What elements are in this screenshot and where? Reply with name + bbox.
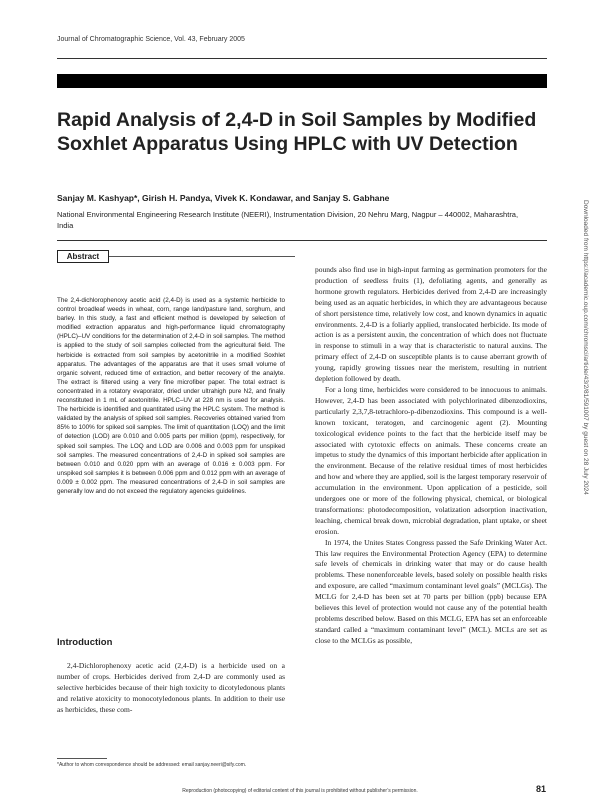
page-number: 81 — [536, 784, 547, 794]
download-watermark: Downloaded from https://academic.oup.com/chromsci/article/43/2/81/591007 by guest on 28 July 2024 — [582, 200, 589, 495]
affiliation: National Environmental Engineering Research Institute (NEERI), Instrumentation Division, 20 Nehru Marg, Nagpur – 440002, Maharashtra, India — [57, 210, 519, 230]
body-paragraph: In 1974, the Unites States Congress passed the Safe Drinking Water Act. This law requires the Environmental Protection Agency (EPA) to determine safe levels of chemicals in drinking water that may or do cause health problems. These nonenforceable levels, based solely on possible health risks and exposure, are called “maximum contaminant level goals” (MCLGs). The MCLG for 2,4-D has been set at 70 parts per billion (ppb) because EPA believes this level of protection would not cause any of the potential health problems described below. Based on this MCLG, EPA has set an enforceable standard called a “maximum contaminant level” (MCL). MCLs are set as close to the MCLGs as possible, — [315, 537, 547, 645]
author-list: Sanjay M. Kashyap*, Girish H. Pandya, Vivek K. Kondawar, and Sanjay S. Gabhane — [57, 193, 390, 203]
body-paragraph: pounds also find use in high-input farming as germination promoters for the production of seedless fruits (1), defoliating agents, and generally as hormone growth regulators. Herbicides derived from 2,4-D are increasingly being used as an aquatic herbicides, in which they are advantageous because of short persistence time, relatively low cost, and known dynamics in aquatic environments. 2,4-D is a foliarly applied, translocated herbicide. Its mode of action is as a persistent auxin, the concentration of which does not fluctuate in response to stimuli in a way that is characteristic to natural auxins. The primary effect of 2,4-D on susceptible plants is to cause aberrant growth of young, rapidly growing tissues near the meristem, resulting in nutrient depletion followed by death. — [315, 265, 547, 384]
abstract-text: The 2,4-dichlorophenoxy acetic acid (2,4-D) is used as a systemic herbicide to control broadleaf weeds in wheat, corn, range land/pasture land, sorghum, and barley. In this study, a fast and efficient method is developed by selection of modified extraction apparatus and high-performance liquid chromatography (HPLC)–UV conditions for the determination of 2,4-D in soil samples. The method is applied to the study of soil samples collected from the agricultural field. The herbicide is extracted from soil samples by acetonitrile in a modified Soxhlet apparatus. The advantages of the apparatus are that it uses small volume of organic solvent, reduced time of extraction, and better recovery of the analyte. The extract is filtered using a very fine microfiber paper. The total extract is concentrated in a rotatory evaporator, dried under ultrahigh pure N2, and finally reconstituted in 1 mL of acetonitrile. HPLC–UV at 228 nm is used for analysis. The herbicide is identified and quantitated using the HPLC system. The method is validated by the analysis of spiked soil samples. Recoveries obtained varied from 85% to 100% for spiked soil samples. The limit of quantitation (LOQ) and the limit of detection (LOD) are 0.010 and 0.005 parts per million (ppm), respectively, for spiked soil samples. The LOQ and LOD are 0.006 and 0.003 ppm for unspiked soil samples. The measured concentrations of 2,4-D in spiked soil samples are between 0.010 and 0.020 ppm with an average of 0.016 ± 0.003 ppm. For unspiked soil samples it is between 0.006 ppm and 0.012 ppm with an average of 0.009 ± 0.002 ppm. The measured concentrations of 2,4-D in soil samples are generally low and do not exceed the regulatory agencies guidelines. — [57, 297, 285, 495]
header-black-bar — [57, 74, 547, 88]
introduction-heading: Introduction — [57, 637, 113, 648]
header-rule — [57, 58, 547, 59]
title-line-1: Rapid Analysis of 2,4-D in Soil Samples by Modified — [57, 109, 537, 131]
correspondence-footnote: *Author to whom correspondence should be addressed: email sanjay.neeri@sify.com. — [57, 762, 247, 768]
title-line-2: Soxhlet Apparatus Using HPLC with UV Detection — [57, 133, 518, 155]
introduction-paragraph: 2,4-Dichlorophenoxy acetic acid (2,4-D) is a herbicide used on a number of crops. Herbicides derived from 2,4-D are commonly used as selective herbicides because of their high toxicity to dicotyledonous plants and relative atoxicity to monocotyledonous plants. In addition to their use as herbicides, these com- — [57, 661, 285, 714]
section-rule — [57, 240, 547, 241]
body-paragraph: For a long time, herbicides were considered to be innocuous to animals. However, 2,4-D has been associated with polychlorinated dibenzodioxins, particularly 2,3,7,8-tetrachloro-p-dibenzodioxins. This compound is a well-known toxicant, teratogen, and carcinogenic agent (2). Mounting toxicological evidence points to the fact that the herbicide itself may be associated with cytotoxic effects on animals. These concerns create an impetus to study the dynamics of this important herbicide after application in the environment. Because of the relative residual times of most herbicides and how and where they are applied, soil is the largest temporary reservoir of accumulation in the environment. Upon application of a pesticide, soil undergoes one or more of the following physical, chemical, or biological transformations: photodecomposition, volatization adsorption inactivation, leaching, chemical break down, microbial degradation, plant uptake, or sheet erosion. — [315, 384, 547, 536]
right-column — [315, 265, 547, 647]
footnote-rule — [57, 758, 107, 759]
abstract-heading: Abstract — [57, 250, 109, 263]
article-title — [57, 108, 547, 156]
reproduction-notice: Reproduction (photocopying) of editorial content of this journal is prohibited without publisher’s permission. — [182, 788, 418, 794]
journal-citation: Journal of Chromatographic Science, Vol. 43, February 2005 — [57, 36, 245, 43]
